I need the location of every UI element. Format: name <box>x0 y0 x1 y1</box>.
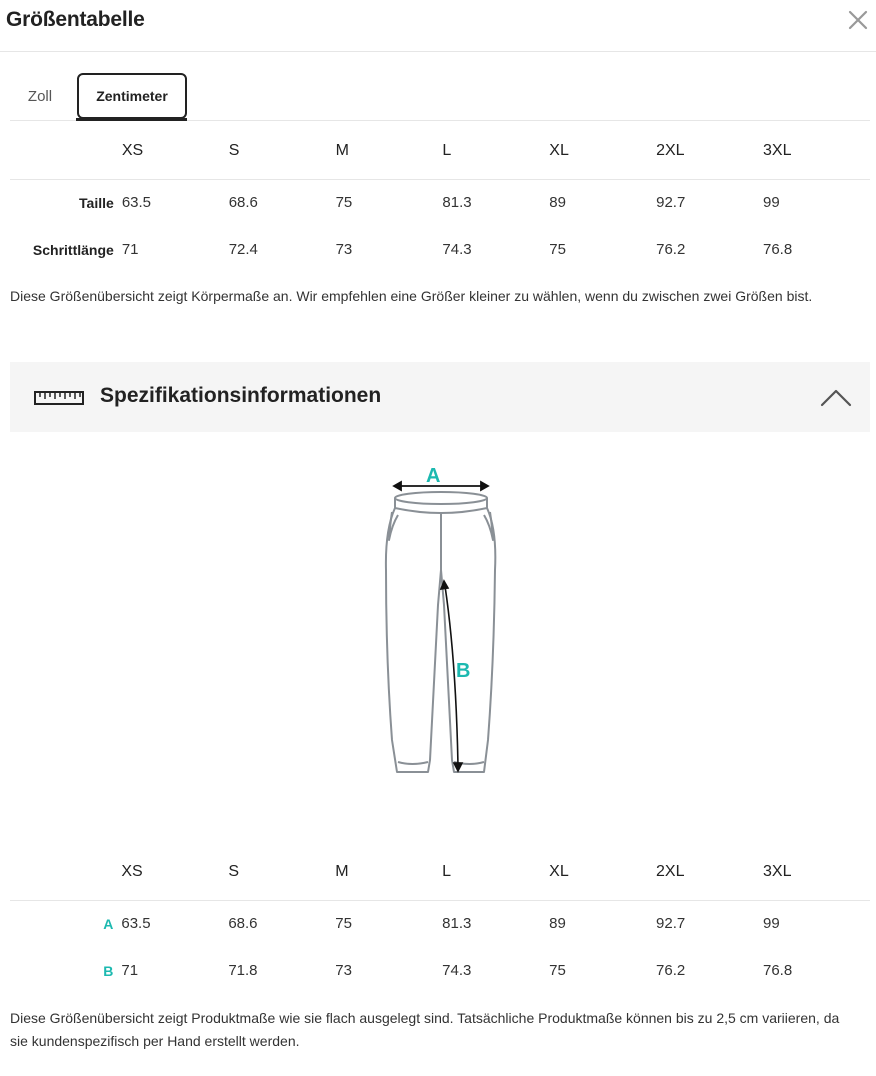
size-header: XS <box>121 862 143 880</box>
table-cell: 99 <box>763 194 780 212</box>
table-cell: 63.5 <box>121 915 151 933</box>
size-header: M <box>335 141 349 159</box>
table-cell: 76.2 <box>656 962 686 979</box>
table-cell: 74.3 <box>442 962 472 979</box>
table-cell: 75 <box>335 915 352 933</box>
tab-zoll[interactable]: Zoll <box>27 87 53 105</box>
size-header: 2XL <box>656 141 685 159</box>
size-header: S <box>228 141 240 159</box>
table-header-row <box>10 844 870 900</box>
size-header: XS <box>121 141 144 159</box>
table-row <box>10 226 870 273</box>
table-cell: 73 <box>335 962 352 979</box>
size-header: L <box>442 141 452 159</box>
ruler-icon <box>34 391 84 405</box>
table-cell: 81.3 <box>442 194 472 212</box>
product-size-note: Diese Größenübersicht zeigt Produktmaße wie sie flach ausgelegt sind. Tatsächliche Produktmaße können bis zu 2,5 cm variieren, da sie kundenspezifisch per Hand erstellt werden. <box>10 1010 840 1049</box>
table-cell: 81.3 <box>442 915 472 933</box>
table-cell: 89 <box>549 915 566 933</box>
table-cell: 99 <box>763 915 780 933</box>
size-header: M <box>335 862 349 880</box>
spec-title: Spezifikationsinformationen <box>100 384 382 407</box>
size-header: L <box>442 862 452 880</box>
table-cell: 89 <box>549 194 566 212</box>
table-cell: 74.3 <box>442 241 472 258</box>
dialog-header <box>0 0 876 52</box>
size-header: 2XL <box>656 862 685 880</box>
table-corner <box>10 123 122 179</box>
size-header: 3XL <box>763 862 792 880</box>
table-cell: 76.2 <box>656 241 686 258</box>
close-icon[interactable] <box>846 8 870 32</box>
diagram-label-b: B <box>456 660 471 682</box>
body-size-table <box>10 123 870 273</box>
table-row <box>10 947 870 994</box>
product-size-table <box>10 844 870 994</box>
table-header-row <box>10 123 870 179</box>
table-cell: 63.5 <box>121 194 152 212</box>
size-header: XL <box>549 862 569 880</box>
table-corner <box>10 844 121 900</box>
table-cell: 92.7 <box>656 915 686 933</box>
row-label-taille: Taille <box>79 194 114 211</box>
table-cell: 73 <box>335 241 353 258</box>
size-header: 3XL <box>763 141 792 159</box>
row-label-schrittlaenge: Schrittlänge <box>32 241 114 258</box>
row-label-a: A <box>103 915 114 932</box>
table-row <box>10 900 870 947</box>
table-cell: 75 <box>549 241 566 258</box>
table-cell: 76.8 <box>763 241 793 258</box>
table-cell: 92.7 <box>656 194 686 212</box>
spec-accordion-toggle[interactable] <box>10 362 870 432</box>
active-tab-indicator <box>76 118 187 121</box>
pants-diagram <box>370 460 510 790</box>
unit-tabs <box>10 73 870 121</box>
table-cell: 68.6 <box>228 194 258 212</box>
table-cell: 75 <box>335 194 353 212</box>
table-cell: 71 <box>121 241 139 258</box>
diagram-label-a: A <box>426 465 441 487</box>
size-header: S <box>228 862 239 880</box>
chevron-up-icon[interactable] <box>820 386 852 408</box>
table-cell: 75 <box>549 962 566 979</box>
body-size-note: Diese Größenübersicht zeigt Körpermaße an. Wir empfehlen eine Größer kleiner zu wählen, wenn du zwischen zwei Größen bist. <box>10 288 813 304</box>
row-label-b: B <box>103 962 114 979</box>
table-cell: 72.4 <box>228 241 258 258</box>
table-cell: 71.8 <box>228 962 258 979</box>
table-cell: 71 <box>121 962 139 979</box>
page-title: Größentabelle <box>6 8 145 31</box>
table-row <box>10 179 870 226</box>
table-cell: 68.6 <box>228 915 258 933</box>
tab-zentimeter[interactable]: Zentimeter <box>77 73 187 119</box>
size-header: XL <box>549 141 569 159</box>
table-cell: 76.8 <box>763 962 793 979</box>
